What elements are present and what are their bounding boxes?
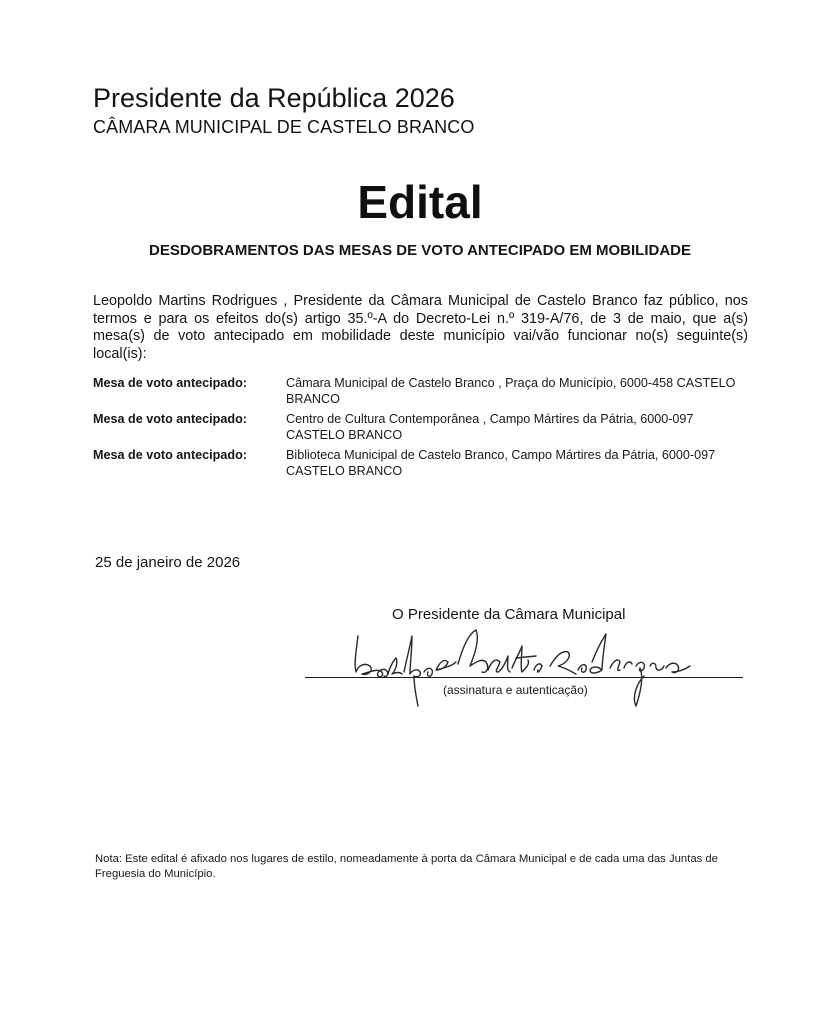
polling-station-label: Mesa de voto antecipado: [93, 448, 247, 462]
polling-station-row [93, 411, 753, 443]
polling-station-label: Mesa de voto antecipado: [93, 412, 247, 426]
footer-note: Nota: Este edital é afixado nos lugares de estilo, nomeadamente à porta da Câmara Municipal e de cada uma das Juntas de Freguesia do Município. [95, 853, 718, 880]
polling-station-location: Centro de Cultura Contemporânea , Campo Mártires da Pátria, 6000-097 CASTELO BRANCO [286, 412, 694, 442]
polling-station-label: Mesa de voto antecipado: [93, 376, 247, 390]
election-title: Presidente da República 2026 [93, 83, 455, 113]
signature-line [305, 677, 743, 678]
document-title: Edital [357, 176, 483, 228]
polling-station-location: Câmara Municipal de Castelo Branco , Praça do Município, 6000-458 CASTELO BRANCO [286, 376, 736, 406]
municipality-name: CÂMARA MUNICIPAL DE CASTELO BRANCO [93, 117, 475, 137]
polling-stations-list [93, 375, 753, 483]
signatory-title: O Presidente da Câmara Municipal [392, 606, 626, 623]
document-date: 25 de janeiro de 2026 [95, 554, 241, 571]
signature-caption: (assinatura e autenticação) [443, 683, 588, 697]
document-subtitle: DESDOBRAMENTOS DAS MESAS DE VOTO ANTECIPADO EM MOBILIDADE [149, 242, 691, 259]
polling-station-row [93, 447, 753, 479]
intro-paragraph: Leopoldo Martins Rodrigues , Presidente da Câmara Municipal de Castelo Branco faz público, nos termos e para os efeitos do(s) artigo 35.º-A do Decreto-Lei n.º 319-A/76, de 3 de maio, que a(s) mesa(s) de voto antecipado em mobilidade deste município vai/vão funcionar no(s) seguinte(s) local(is): [93, 293, 748, 362]
polling-station-location: Biblioteca Municipal de Castelo Branco, Campo Mártires da Pátria, 6000-097 CASTELO BRANCO [286, 448, 716, 478]
handwritten-signature [340, 622, 720, 714]
polling-station-row [93, 375, 753, 407]
